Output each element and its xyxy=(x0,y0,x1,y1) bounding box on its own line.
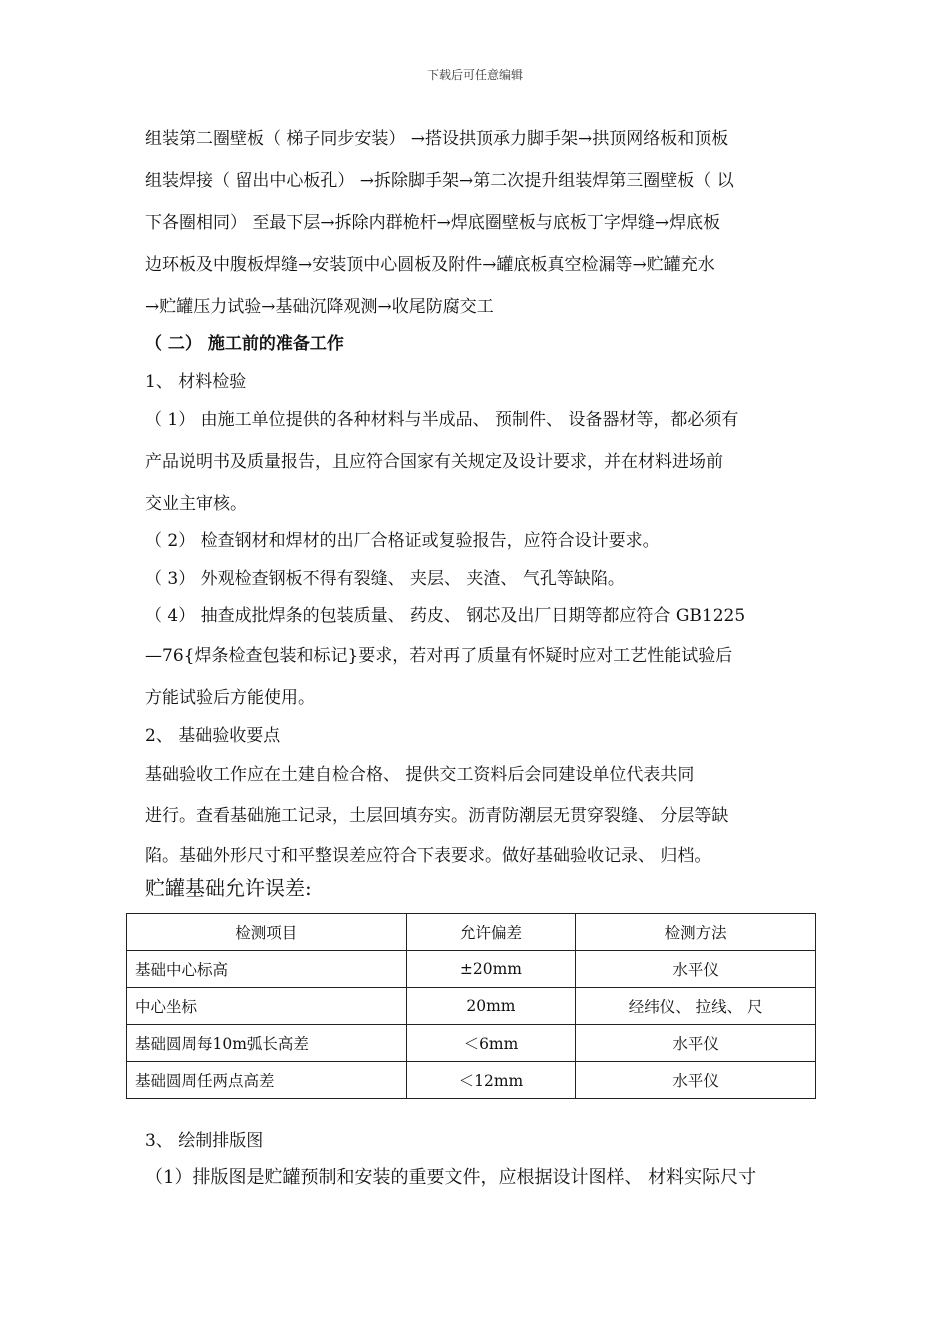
text-line: 交业主审核。 xyxy=(145,494,247,514)
text-line: 产品说明书及质量报告，且应符合国家有关规定及设计要求，并在材料进场前 xyxy=(145,452,723,472)
tolerance-table xyxy=(126,913,816,1099)
table-cell: 基础圆周每10m弧长高差 xyxy=(127,1025,407,1062)
text-line: 方能试验后方能使用。 xyxy=(145,688,315,708)
subsection-heading: 1、 材料检验 xyxy=(145,372,247,392)
text-line: 陷。基础外形尺寸和平整误差应符合下表要求。做好基础验收记录、 归档。 xyxy=(145,846,712,866)
table-cell: 水平仪 xyxy=(576,1025,816,1062)
page-header: 下载后可任意编辑 xyxy=(426,68,523,82)
subsection-heading: 2、 基础验收要点 xyxy=(145,726,281,746)
table-header-cell: 检测方法 xyxy=(576,914,816,951)
text-line: 进行。查看基础施工记录，土层回填夯实。沥青防潮层无贯穿裂缝、 分层等缺 xyxy=(145,806,729,826)
table-cell: 中心坐标 xyxy=(127,988,407,1025)
text-line: 下各圈相同） 至最下层→拆除内群桅杆→焊底圈壁板与底板丁字焊缝→焊底板 xyxy=(145,213,721,233)
table-cell: ±20mm xyxy=(406,951,576,988)
table-cell: ＜6mm xyxy=(406,1025,576,1062)
section-heading: （ 二） 施工前的准备工作 xyxy=(145,334,344,354)
table-cell: 水平仪 xyxy=(576,951,816,988)
subsection-heading: 3、 绘制排版图 xyxy=(145,1131,264,1151)
text-line: 组装焊接（ 留出中心板孔） →拆除脚手架→第二次提升组装焊第三圈壁板（ 以 xyxy=(145,171,734,191)
text-line: 边环板及中腹板焊缝→安装顶中心圆板及附件→罐底板真空检漏等→贮罐充水 xyxy=(145,255,715,275)
table-cell: 经纬仪、 拉线、 尺 xyxy=(576,988,816,1025)
text-line: —76{焊条检查包装和标记}要求，若对再了质量有怀疑时应对工艺性能试验后 xyxy=(145,646,733,666)
table-row xyxy=(127,951,816,988)
table-caption: 贮罐基础允许误差: xyxy=(145,876,312,900)
table-cell: 基础圆周任两点高差 xyxy=(127,1062,407,1099)
text-line: 组装第二圈壁板（ 梯子同步安装） →搭设拱顶承力脚手架→拱顶网络板和顶板 xyxy=(145,129,729,149)
text-line: 基础验收工作应在土建自检合格、 提供交工资料后会同建设单位代表共同 xyxy=(145,765,695,785)
text-line: →贮罐压力试验→基础沉降观测→收尾防腐交工 xyxy=(145,297,494,317)
text-line: （ 3） 外观检查钢板不得有裂缝、 夹层、 夹渣、 气孔等缺陷。 xyxy=(145,569,625,589)
table-row xyxy=(127,1025,816,1062)
table-cell: 20mm xyxy=(406,988,576,1025)
text-line: （1）排版图是贮罐预制和安装的重要文件，应根据设计图样、 材料实际尺寸 xyxy=(145,1167,757,1188)
table-header-row xyxy=(127,914,816,951)
text-line: （ 4） 抽查成批焊条的包装质量、 药皮、 钢芯及出厂日期等都应符合 GB1225 xyxy=(145,606,746,626)
text-line: （ 1） 由施工单位提供的各种材料与半成品、 预制件、 设备器材等，都必须有 xyxy=(145,410,739,430)
text-line: （ 2） 检查钢材和焊材的出厂合格证或复验报告，应符合设计要求。 xyxy=(145,531,660,551)
table-header-cell: 检测项目 xyxy=(127,914,407,951)
table-header-cell: 允许偏差 xyxy=(406,914,576,951)
table-row xyxy=(127,988,816,1025)
table-cell: ＜12mm xyxy=(406,1062,576,1099)
table-cell: 基础中心标高 xyxy=(127,951,407,988)
table-row xyxy=(127,1062,816,1099)
table-cell: 水平仪 xyxy=(576,1062,816,1099)
